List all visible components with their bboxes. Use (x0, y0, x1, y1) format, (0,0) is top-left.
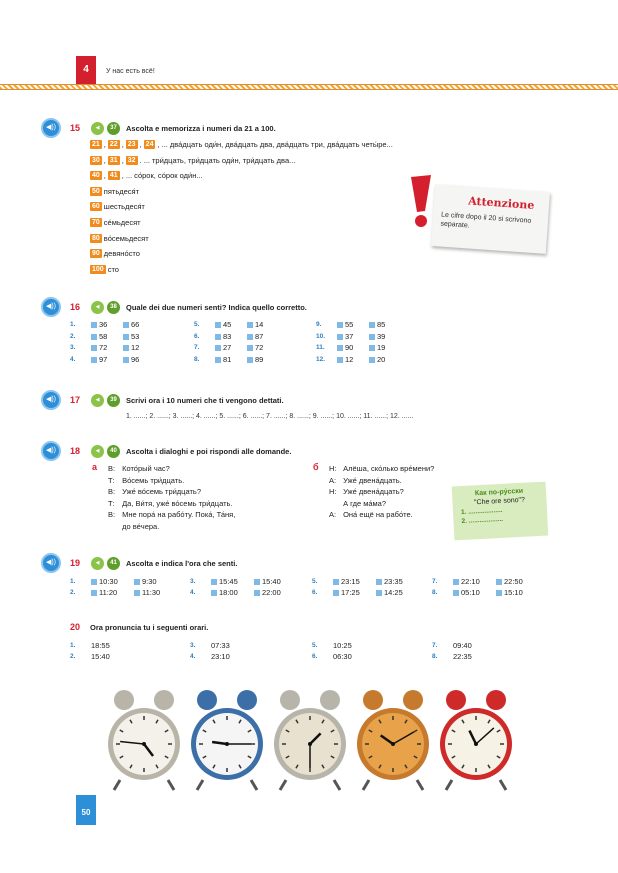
checkbox[interactable] (247, 334, 253, 340)
instruction: Ascolta i dialoghi e poi rispondi alle domande. (126, 447, 292, 456)
dialog-line (108, 475, 235, 487)
choice-option[interactable] (134, 588, 160, 597)
speaker: Т: (108, 498, 115, 508)
number-badge: 21 (92, 141, 100, 148)
number-line (90, 171, 203, 180)
option-value: 36 (99, 320, 108, 329)
checkbox[interactable] (453, 579, 459, 585)
track-number: 40 (107, 445, 120, 458)
item-number: 2. (70, 653, 76, 660)
option-value: 17:25 (341, 588, 360, 597)
utterance: Кото́рый час? (120, 464, 170, 473)
cd-icon: ◀ (91, 122, 104, 135)
choice-option[interactable] (254, 577, 281, 586)
checkbox[interactable] (496, 590, 502, 596)
checkbox[interactable] (134, 579, 140, 585)
bell-shape (446, 690, 466, 710)
number-line (90, 218, 141, 227)
separator: , (103, 171, 106, 181)
checkbox[interactable] (369, 345, 375, 351)
checkbox[interactable] (91, 334, 97, 340)
speaker: Н: (329, 464, 337, 473)
clock-leg (280, 780, 286, 790)
track-number: 38 (107, 301, 120, 314)
bell-shape (197, 690, 217, 710)
item-number: 7. (432, 578, 438, 585)
option-value: 23:15 (341, 577, 360, 586)
bell-shape (237, 690, 257, 710)
checkbox[interactable] (376, 590, 382, 596)
number-word: шестьдеся́т (103, 202, 145, 212)
time-value: 07:33 (211, 641, 230, 650)
choice-option[interactable] (337, 332, 353, 341)
speaker: В: (108, 487, 116, 496)
exercise-number: 16 (70, 302, 81, 312)
checkbox[interactable] (254, 590, 260, 596)
checkbox[interactable] (369, 357, 375, 363)
separator: , (103, 155, 106, 165)
choice-option[interactable] (337, 343, 353, 352)
option-value: 87 (255, 331, 264, 341)
clock-center (308, 742, 312, 746)
cd-icon: ◀ (91, 445, 104, 458)
clock-leg (251, 780, 257, 790)
separator: . ... (139, 155, 150, 165)
choice-option[interactable] (453, 588, 480, 597)
checkbox[interactable] (247, 345, 253, 351)
checkbox[interactable] (333, 590, 339, 596)
time-value: 09:40 (453, 641, 472, 650)
checkbox[interactable] (337, 322, 343, 328)
item-number: 7. (194, 344, 200, 352)
choice-option[interactable] (496, 577, 523, 586)
choice-option[interactable] (215, 355, 231, 364)
clock-leg (197, 780, 203, 790)
dialog-line (108, 498, 235, 510)
number-line (90, 234, 149, 243)
cd-icon: ◀ (91, 394, 104, 407)
option-value: 89 (255, 355, 264, 365)
choice-option[interactable] (496, 588, 523, 597)
bell-shape (280, 690, 300, 710)
clock-center (225, 742, 229, 746)
checkbox[interactable] (123, 357, 129, 363)
number-word: се́мьдесят (103, 218, 141, 227)
number-badge: 22 (109, 141, 118, 148)
track-number: 39 (107, 394, 120, 407)
choice-option[interactable] (337, 355, 353, 364)
choice-option[interactable] (91, 343, 107, 352)
clock-leg (334, 780, 340, 790)
checkbox[interactable] (91, 345, 97, 351)
dialog-a (108, 463, 235, 532)
number-badge: 23 (127, 141, 136, 148)
item-number: 3. (190, 642, 196, 649)
checkbox[interactable] (123, 322, 129, 328)
option-value: 22:50 (504, 577, 523, 586)
checkbox[interactable] (453, 590, 459, 596)
number-badge: 40 (92, 172, 100, 180)
item-number: 1. (70, 321, 76, 328)
item-number: 4. (70, 356, 76, 364)
utterance: Уже́ двена́дцать? (341, 487, 404, 496)
number-line (90, 265, 119, 274)
option-value: 58 (99, 331, 108, 341)
clock-center (142, 742, 146, 746)
choice-option[interactable] (247, 320, 263, 329)
item-number: 5. (312, 642, 318, 649)
choice-option[interactable] (215, 332, 231, 341)
instruction: Ascolta e memorizza i numeri da 21 a 100. (126, 124, 276, 133)
option-value: 20 (377, 355, 386, 365)
option-value: 27 (223, 343, 232, 353)
checkbox[interactable] (211, 590, 217, 596)
exercise-number: 20 (70, 622, 81, 632)
checkbox[interactable] (369, 322, 375, 328)
utterance: Мне пора́ на рабо́ту. Пока́, Та́ня, (120, 510, 236, 519)
dialog-line (108, 509, 235, 521)
item-number: 8. (432, 589, 438, 596)
checkbox[interactable] (91, 590, 97, 596)
checkbox[interactable] (254, 579, 260, 585)
number-line (90, 249, 140, 258)
choice-option[interactable] (211, 588, 238, 597)
checkbox[interactable] (337, 357, 343, 363)
instruction: Ascolta e indica l'ora che senti. (126, 559, 238, 568)
checkbox[interactable] (91, 322, 97, 328)
item-number: 2. (70, 589, 76, 596)
dialog-b (329, 463, 434, 521)
number-line (90, 140, 393, 149)
number-word: пятьдеся́т (103, 186, 140, 196)
checkbox[interactable] (91, 357, 97, 363)
item-number: 11. (316, 344, 325, 352)
checkbox[interactable] (376, 579, 382, 585)
note-answer-line[interactable]: 1. ................... (460, 506, 503, 517)
utterance: А где ма́ма? (341, 498, 387, 508)
option-value: 83 (223, 331, 232, 341)
number-badge: 50 (92, 187, 100, 195)
choice-option[interactable] (123, 320, 139, 329)
choice-option[interactable] (91, 588, 117, 597)
option-value: 9:30 (142, 577, 157, 586)
note-title: Как по-ру́сски (474, 487, 524, 498)
choice-option[interactable] (333, 588, 360, 597)
option-value: 12 (131, 343, 140, 353)
dialog-line (329, 463, 434, 475)
dialog-line (329, 498, 434, 510)
cd-icon: ◀ (91, 301, 104, 314)
option-value: 55 (345, 320, 354, 329)
item-number: 5. (194, 321, 200, 328)
choice-option[interactable] (134, 577, 157, 586)
choice-option[interactable] (123, 355, 139, 364)
choice-option[interactable] (215, 320, 231, 329)
dialog-line (329, 475, 434, 487)
utterance: Уже́ во́семь три́дцать? (120, 487, 201, 496)
number-badge: 80 (92, 234, 100, 242)
choice-option[interactable] (337, 320, 353, 329)
separator: , (139, 140, 142, 149)
time-value: 06:30 (333, 652, 352, 661)
checkbox[interactable] (123, 334, 129, 340)
note-answer-line[interactable]: 2. ................... (461, 515, 504, 526)
time-value: 15:40 (91, 652, 110, 661)
item-number: 12. (316, 356, 326, 364)
chapter-title: У нас есть всё! (106, 68, 155, 75)
choice-option[interactable] (91, 355, 107, 364)
option-value: 23:35 (384, 577, 403, 586)
choice-option[interactable] (376, 588, 403, 597)
option-value: 53 (131, 331, 140, 341)
separator: , ... (157, 140, 168, 149)
choice-option[interactable] (211, 577, 238, 586)
bell-shape (486, 690, 506, 710)
number-word: девяно́сто (103, 249, 140, 259)
option-value: 90 (345, 343, 354, 353)
dialog-line (108, 521, 235, 533)
number-badge: 100 (92, 265, 104, 273)
clock-leg (500, 780, 506, 790)
option-value: 22:00 (262, 588, 281, 597)
checkbox[interactable] (369, 334, 375, 340)
how-in-russian-note (452, 482, 549, 541)
number-line (90, 202, 145, 211)
exercise-number: 17 (70, 395, 81, 405)
separator: , ... (121, 171, 133, 181)
clock-center (391, 742, 395, 746)
item-number: 8. (194, 356, 200, 364)
decorative-band (0, 84, 618, 90)
choice-option[interactable] (247, 355, 263, 364)
item-number: 2. (70, 332, 76, 340)
exercise-number: 15 (70, 123, 81, 133)
option-value: 12 (345, 355, 354, 365)
utterance: Да, Ви́тя, уже́ во́семь три́дцать. (120, 498, 233, 508)
speaker: Т: (108, 475, 115, 485)
option-value: 10:30 (99, 577, 118, 586)
instruction: Quale dei due numeri senti? Indica quello corretto. (126, 303, 307, 312)
option-value: 14:25 (384, 588, 403, 597)
choice-option[interactable] (91, 320, 107, 329)
clock-leg (417, 780, 423, 790)
choice-option[interactable] (369, 320, 385, 329)
option-value: 22:10 (461, 577, 480, 586)
clock-leg (114, 780, 120, 790)
option-value: 39 (377, 331, 386, 341)
number-word: со́рок, со́рок оди́н... (134, 171, 203, 181)
number-badge: 24 (145, 141, 154, 148)
utterance: до ве́чера. (120, 521, 160, 531)
utterance: Алёша, ско́лько вре́мени? (341, 464, 435, 473)
utterance: Во́семь три́дцать. (120, 475, 185, 485)
time-value: 22:35 (453, 652, 472, 661)
option-value: 85 (377, 320, 386, 329)
choice-option[interactable] (91, 577, 118, 586)
item-number: 4. (190, 653, 196, 660)
checkbox[interactable] (91, 579, 97, 585)
clock-leg (168, 780, 174, 790)
dialog-line (329, 486, 434, 498)
checkbox[interactable] (337, 334, 343, 340)
item-number: 3. (70, 344, 76, 352)
attention-card (431, 184, 550, 254)
speaker: А: (329, 475, 337, 485)
track-number: 41 (107, 557, 120, 570)
option-value: 19 (377, 343, 386, 353)
option-value: 72 (99, 343, 108, 353)
choice-option[interactable] (91, 332, 107, 341)
option-value: 66 (131, 320, 140, 329)
choice-option[interactable] (215, 343, 231, 352)
checkbox[interactable] (215, 334, 221, 340)
audio-icon[interactable]: ◀)) (41, 553, 61, 573)
clock-center (474, 742, 478, 746)
audio-icon[interactable]: ◀)) (41, 441, 61, 461)
option-value: 05:10 (461, 588, 480, 597)
option-value: 14 (255, 320, 264, 329)
speaker: Н: (329, 487, 337, 496)
number-badge: 60 (92, 203, 100, 211)
checkbox[interactable] (123, 345, 129, 351)
item-number: 9. (316, 321, 322, 328)
bell-shape (320, 690, 340, 710)
dictation-answers[interactable]: 1. ......; 2. ......; 3. ......; 4. ......; 5. ......; 6. ......; 7. ......; 8. ......; 9. ......; 10. ......; 11. ......; 12. ...... (126, 413, 414, 420)
option-value: 72 (255, 343, 264, 353)
number-word: сто (107, 264, 119, 274)
choice-option[interactable] (247, 343, 263, 352)
number-badge: 30 (92, 156, 100, 164)
number-word: два́дцать оди́н, два́дцать два, два́дцать три, два́дцать четы́ре... (169, 140, 393, 149)
item-number: 6. (194, 332, 200, 340)
checkbox[interactable] (215, 357, 221, 363)
item-number: 6. (312, 653, 318, 660)
number-word: во́семьдесят (103, 233, 149, 243)
item-number: 6. (312, 589, 318, 596)
cd-icon: ◀ (91, 557, 104, 570)
bell-shape (363, 690, 383, 710)
checkbox[interactable] (337, 345, 343, 351)
number-badge: 70 (92, 219, 100, 226)
item-number: 8. (432, 653, 438, 660)
option-value: 15:10 (504, 588, 523, 597)
exercise-number: 19 (70, 558, 81, 568)
bell-shape (154, 690, 174, 710)
checkbox[interactable] (496, 579, 502, 585)
instruction: Scrivi ora i 10 numeri che ti vengono dettati. (126, 396, 284, 405)
separator: , (121, 140, 124, 149)
option-value: 81 (223, 355, 232, 365)
checkbox[interactable] (211, 579, 217, 585)
dialog-line (329, 509, 434, 521)
audio-icon[interactable]: ◀)) (41, 390, 61, 410)
item-number: 7. (432, 642, 438, 649)
option-value: 11:30 (142, 588, 161, 597)
choice-option[interactable] (453, 577, 480, 586)
alarm-clocks-image (104, 682, 514, 792)
dialog-line (108, 486, 235, 498)
item-number: 1. (70, 642, 76, 649)
dialog-line (108, 463, 235, 475)
option-value: 11:20 (99, 588, 118, 597)
option-value: 15:45 (219, 577, 238, 586)
page-number: 50 (76, 795, 96, 825)
option-value: 15:40 (262, 577, 281, 586)
instruction: Ora pronuncia tu i seguenti orari. (90, 623, 209, 632)
track-number: 37 (107, 122, 120, 135)
separator: , (121, 155, 124, 165)
exercise-number: 18 (70, 446, 81, 456)
number-word: три́дцать, три́дцать оди́н, три́дцать два... (152, 155, 296, 165)
checkbox[interactable] (247, 357, 253, 363)
bell-shape (114, 690, 134, 710)
time-value: 23:10 (211, 652, 230, 661)
option-value: 37 (345, 331, 354, 341)
option-value: 97 (99, 355, 108, 365)
choice-option[interactable] (369, 332, 385, 341)
number-badge: 90 (92, 250, 100, 258)
item-number: 3. (190, 578, 196, 585)
checkbox[interactable] (247, 322, 253, 328)
checkbox[interactable] (333, 579, 339, 585)
number-line (90, 156, 295, 165)
attention-title: Attenzione (467, 194, 535, 213)
clock-leg (446, 780, 452, 790)
speaker: В: (108, 510, 116, 519)
clock-leg (363, 780, 369, 790)
separator: , (103, 140, 106, 149)
time-value: 18:55 (91, 641, 110, 650)
choice-option[interactable] (376, 577, 403, 586)
dialog-a-letter: а (92, 462, 98, 472)
item-number: 4. (190, 589, 196, 596)
time-value: 10:25 (333, 641, 352, 650)
attention-text: Le cifre dopo il 20 si scrivono separate. (440, 211, 532, 230)
audio-icon[interactable]: ◀)) (41, 297, 61, 317)
speaker: А: (329, 510, 337, 519)
option-value: 45 (223, 320, 232, 329)
choice-option[interactable] (247, 332, 263, 341)
checkbox[interactable] (134, 590, 140, 596)
item-number: 5. (312, 578, 318, 585)
note-question: "Che ore sono"? (473, 496, 526, 507)
choice-option[interactable] (333, 577, 360, 586)
number-line (90, 187, 139, 196)
number-badge: 31 (109, 156, 118, 164)
choice-option[interactable] (254, 588, 281, 597)
choice-option[interactable] (369, 355, 385, 364)
speaker: В: (108, 464, 116, 473)
option-value: 18:00 (219, 588, 238, 597)
item-number: 1. (70, 578, 76, 585)
checkbox[interactable] (215, 345, 221, 351)
checkbox[interactable] (215, 322, 221, 328)
choice-option[interactable] (123, 343, 139, 352)
audio-icon[interactable]: ◀)) (41, 118, 61, 138)
utterance: Она́ ещё на рабо́те. (341, 510, 413, 519)
utterance: Уже́ двена́дцать. (341, 475, 402, 485)
bell-shape (403, 690, 423, 710)
choice-option[interactable] (123, 332, 139, 341)
chapter-tab: 4 (76, 56, 96, 85)
number-badge: 32 (127, 156, 136, 164)
option-value: 96 (131, 355, 140, 365)
number-badge: 41 (109, 172, 118, 180)
choice-option[interactable] (369, 343, 385, 352)
item-number: 10. (316, 332, 326, 340)
dialog-b-letter: б (313, 462, 319, 472)
